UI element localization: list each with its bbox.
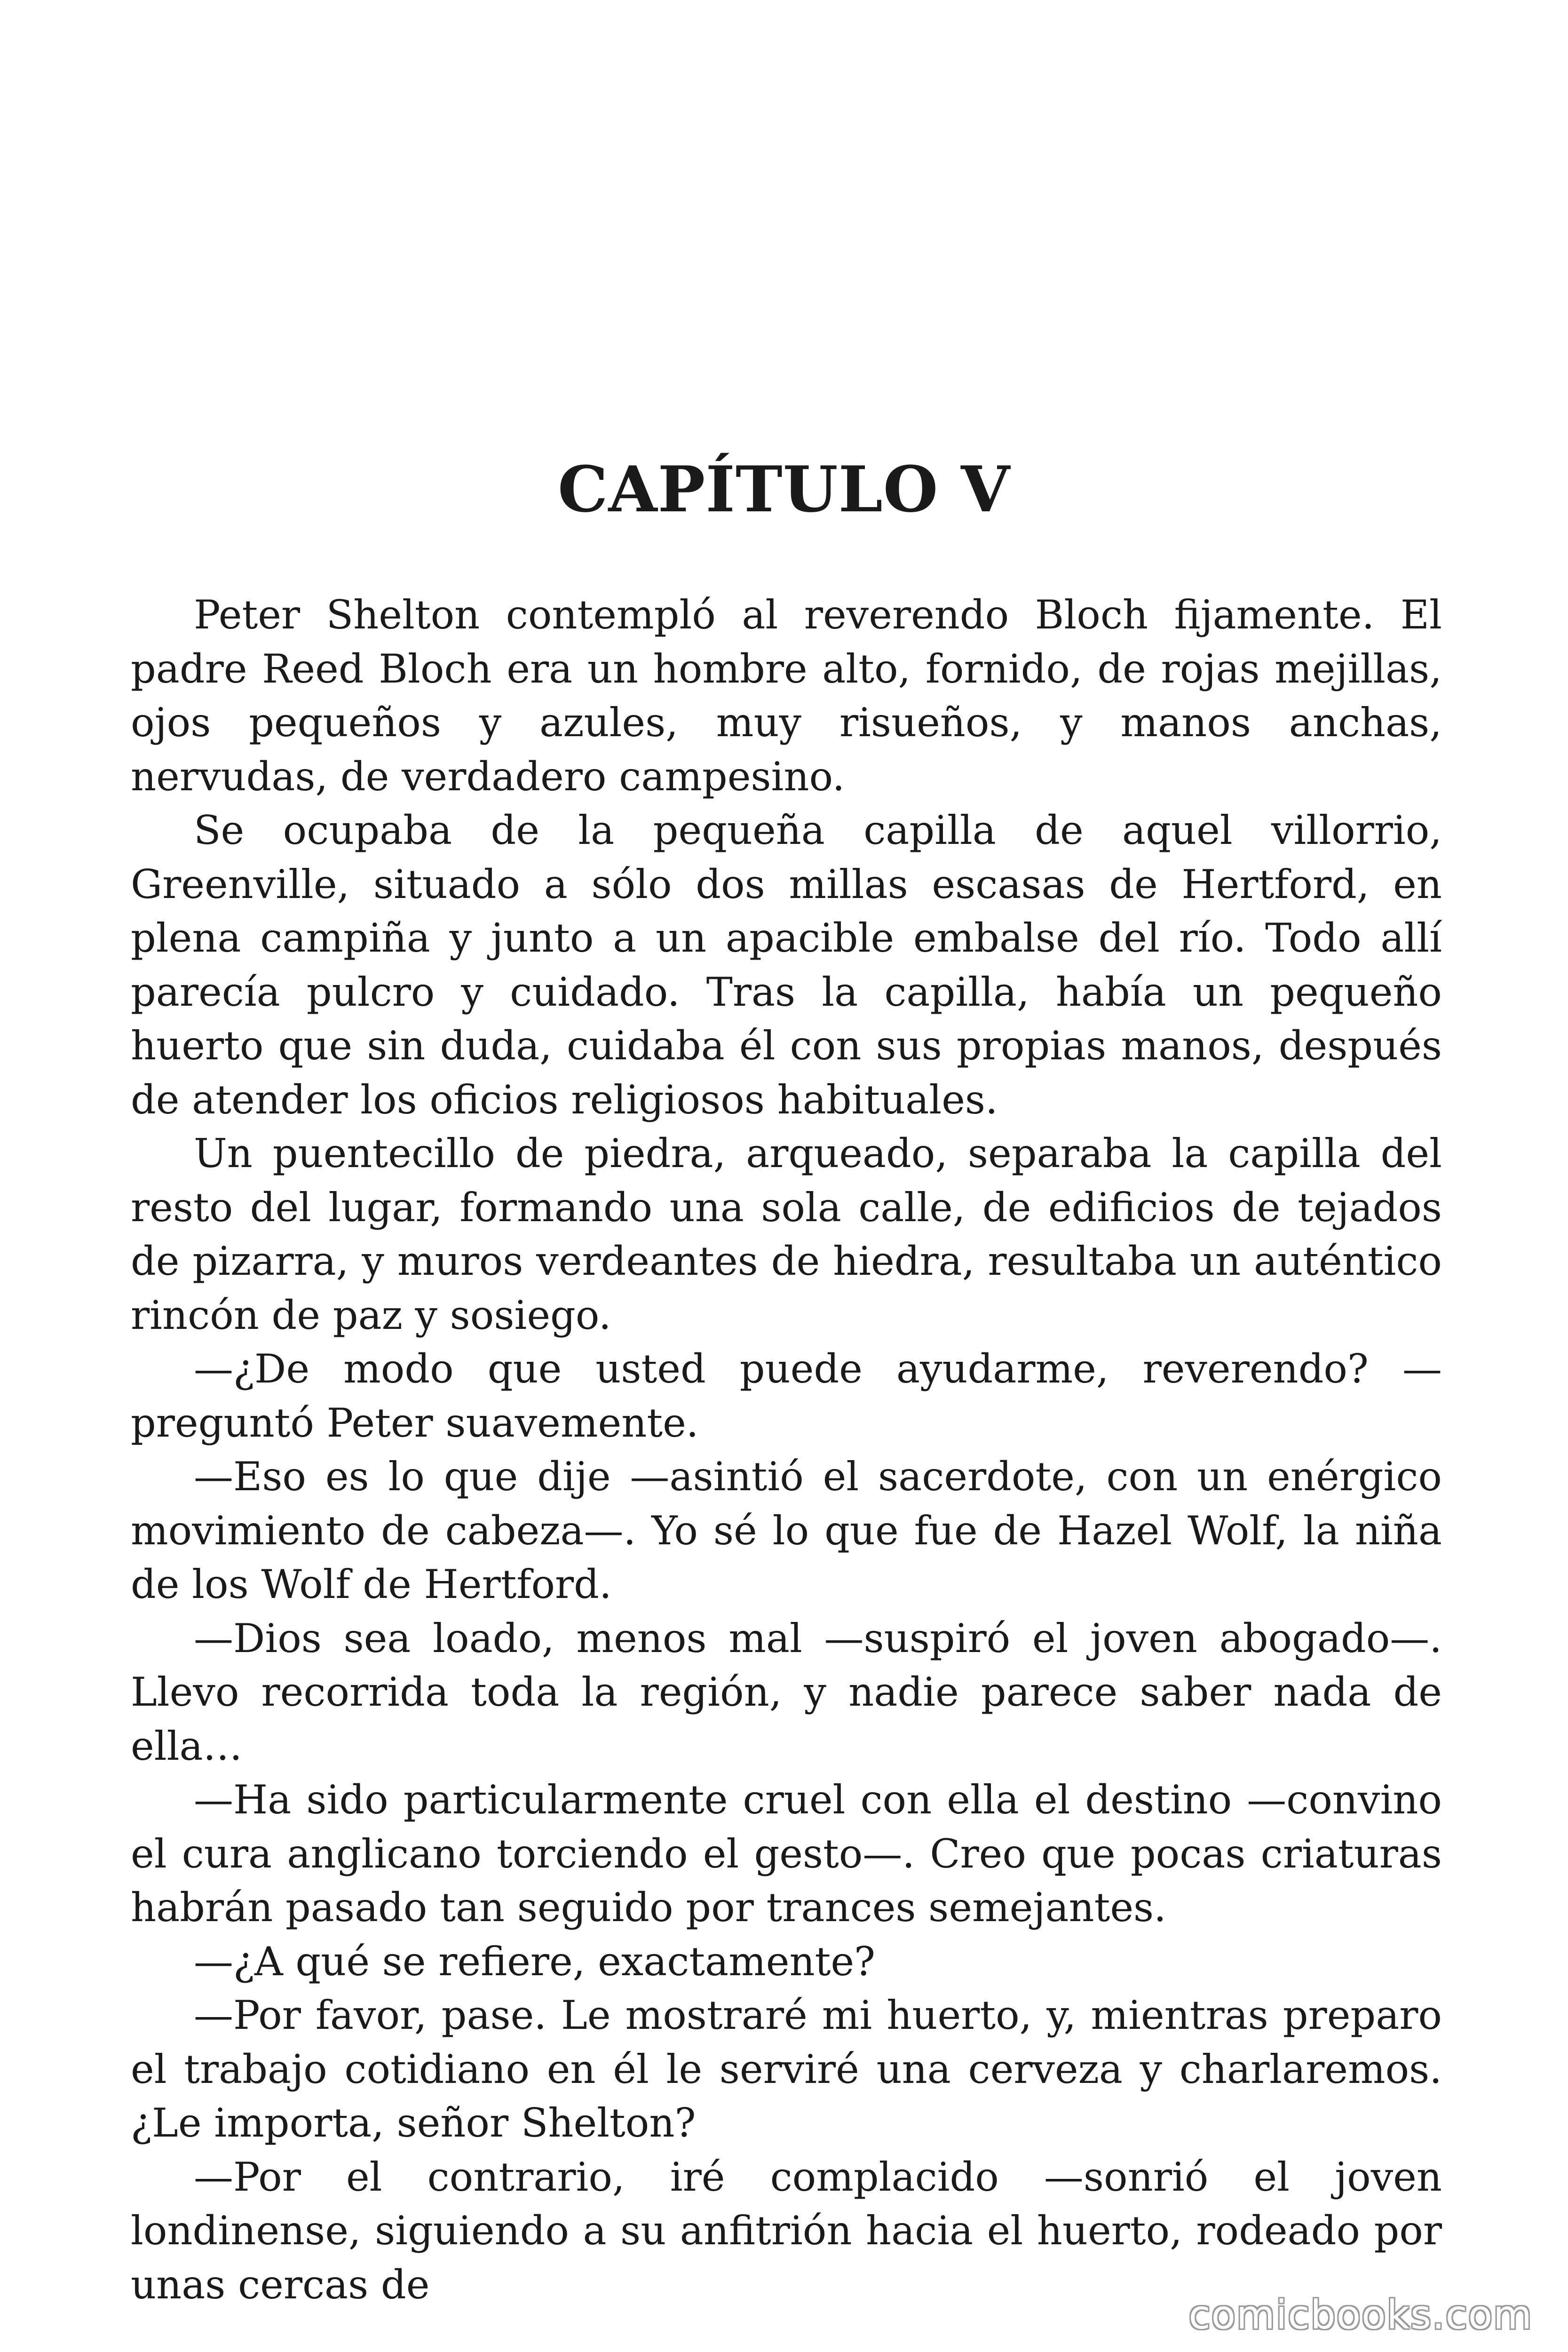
chapter-title: CAPÍTULO V: [557, 452, 1011, 526]
paragraph: Se ocupaba de la pequeña capilla de aquel villorrio, Greenville, situado a sólo dos millas escasas de Hertford, en plena campiña y junto a un apacible embalse del río. Todo allí parecía pulcro y cuidado. Tras la capilla, había un pequeño huerto que sin duda, cuidaba él con sus propias manos, después de atender los oficios religiosos habituales.: [131, 807, 1442, 1123]
paragraph: —Por favor, pase. Le mostraré mi huerto, y, mientras preparo el trabajo cotidiano en él le serviré una cerveza y charlaremos. ¿Le importa, señor Shelton?: [131, 1992, 1442, 2146]
paragraph: —¿De modo que usted puede ayudarme, reverendo? —preguntó Peter suavemente.: [131, 1346, 1442, 1446]
watermark: comicbooks.com: [1188, 2292, 1533, 2338]
paragraph: —Eso es lo que dije —asintió el sacerdote, con un enérgico movimiento de cabeza—. Yo sé lo que fue de Hazel Wolf, la niña de los Wolf de Hertford.: [131, 1454, 1442, 1607]
paragraph: —Dios sea loado, menos mal —suspiró el joven abogado—. Llevo recorrida toda la región, y nadie parece saber nada de ella…: [131, 1615, 1442, 1769]
paragraph: —¿A qué se refiere, exactamente?: [194, 1938, 876, 1985]
chapter-body: [131, 588, 1442, 2312]
paragraph: Peter Shelton contempló al reverendo Bloch fijamente. El padre Reed Bloch era un hombre alto, fornido, de rojas mejillas, ojos pequeños y azules, muy risueños, y manos anchas, nervudas, de verdadero campesino.: [131, 592, 1442, 800]
paragraph: Un puentecillo de piedra, arqueado, separaba la capilla del resto del lugar, formando una sola calle, de edificios de tejados de pizarra, y muros verdeantes de hiedra, resultaba un auténtico rincón de paz y sosiego.: [131, 1130, 1442, 1338]
paragraph: —Por el contrario, iré complacido —sonrió el joven londinense, siguiendo a su anfitrión hacia el huerto, rodeado por unas cercas de: [131, 2153, 1442, 2308]
paragraph: —Ha sido particularmente cruel con ella el destino —convino el cura anglicano torciendo el gesto—. Creo que pocas criaturas habrán pasado tan seguido por trances semejantes.: [131, 1777, 1442, 1931]
